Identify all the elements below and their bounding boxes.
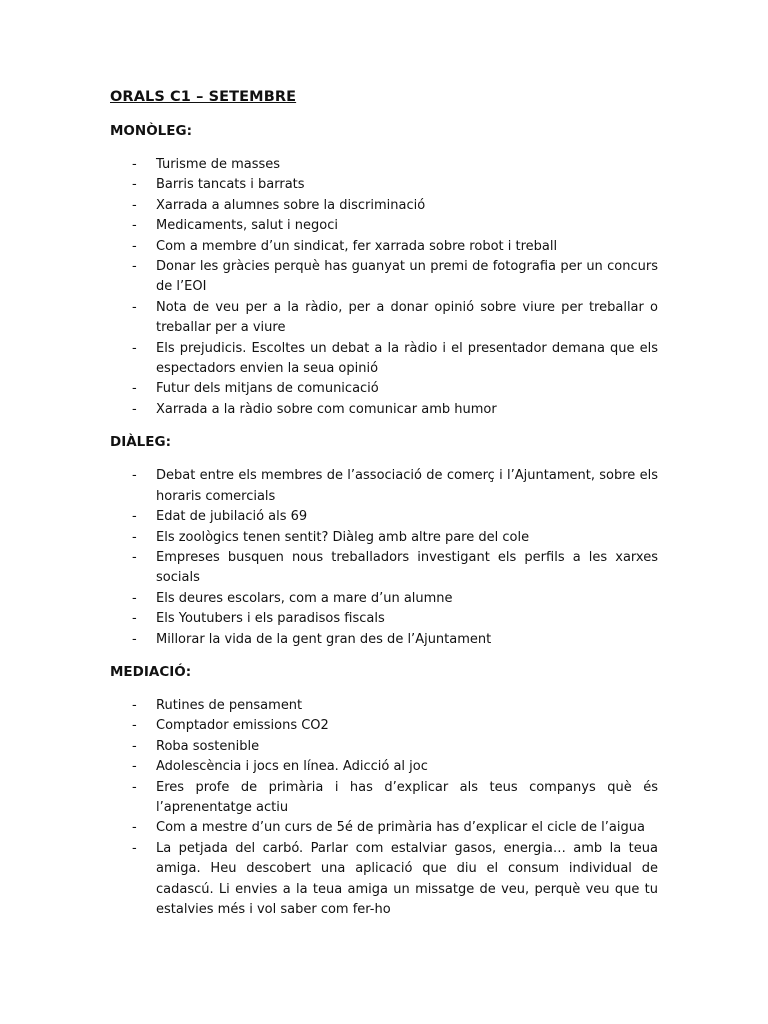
list-dash: - — [132, 509, 137, 525]
list-item — [110, 155, 658, 175]
list-item-text: Com a membre d’un sindicat, fer xarrada sobre robot i treball — [156, 238, 558, 254]
section-heading-monoleg: MONÒLEG: — [110, 123, 192, 139]
list-dash: - — [132, 718, 137, 734]
list-dash: - — [132, 299, 137, 315]
list-item — [110, 818, 658, 838]
list-item — [110, 339, 658, 380]
section-heading-mediacio: MEDIACIÓ: — [110, 663, 192, 680]
list-item — [110, 609, 658, 629]
list-dash: - — [132, 738, 137, 754]
list-item — [110, 716, 658, 736]
list-item-text: Eres profe de primària i has d’explicar als teus companys què és l’aprenentatge actiu — [156, 779, 658, 815]
section-heading-dialeg: DIÀLEG: — [110, 434, 171, 451]
list-dash: - — [132, 197, 137, 213]
list-dash: - — [132, 590, 137, 606]
document-page — [110, 86, 658, 920]
list-item-text: Com a mestre d’un curs de 5é de primària has d’explicar el cicle de l’aigua — [156, 820, 645, 836]
list-dash: - — [132, 840, 137, 856]
list-item — [110, 466, 658, 507]
list-item-text: Els Youtubers i els paradisos fiscals — [156, 611, 385, 627]
list-item-text: Xarrada a la ràdio sobre com comunicar amb humor — [156, 401, 497, 417]
list-dash: - — [132, 820, 137, 836]
list-item — [110, 237, 658, 257]
list-item — [110, 757, 658, 777]
list-item — [110, 548, 658, 589]
document-title: ORALS C1 – SETEMBRE — [110, 89, 297, 105]
list-dash: - — [132, 549, 137, 565]
list-item-text: Comptador emissions CO2 — [156, 718, 329, 734]
list-item-text: Empreses busquen nous treballadors investigant els perfils a les xarxes socials — [156, 549, 658, 586]
list-item-text: Nota de veu per a la ràdio, per a donar opinió sobre viure per treballar o treballar per a viure — [156, 299, 658, 336]
list-dash: - — [132, 529, 137, 545]
dialeg-list — [110, 466, 658, 650]
list-dash: - — [132, 218, 137, 234]
list-item — [110, 175, 658, 195]
list-dash: - — [132, 177, 137, 193]
list-dash: - — [132, 631, 137, 647]
list-item-text: Donar les gràcies perquè has guanyat un premi de fotografia per un concurs de l’EOI — [156, 259, 658, 295]
list-item-text: Roba sostenible — [156, 738, 260, 754]
list-item-text: Els prejudicis. Escoltes un debat a la ràdio i el presentador demana que els espectadors envien la seua opinió — [156, 340, 658, 377]
list-item-text: Els deures escolars, com a mare d’un alumne — [156, 590, 453, 606]
list-item-text: Adolescència i jocs en línea. Adicció al joc — [156, 759, 428, 775]
list-item — [110, 696, 658, 716]
list-dash: - — [132, 401, 137, 417]
list-item-text: Rutines de pensament — [156, 697, 303, 713]
list-item — [110, 737, 658, 757]
list-item-text: Millorar la vida de la gent gran des de l’Ajuntament — [156, 631, 492, 647]
list-item-text: La petjada del carbó. Parlar com estalviar gasos, energia… amb la teua amiga. Heu descobert una aplicació que diu el consum individual de cadascú. Li envies a la teua amiga un missatge de veu, perquè veu que tu estalvies més i vol saber com fer-ho — [156, 840, 658, 917]
list-item — [110, 298, 658, 339]
list-item — [110, 630, 658, 650]
list-dash: - — [132, 697, 137, 713]
list-dash: - — [132, 340, 137, 356]
list-item — [110, 257, 658, 298]
list-dash: - — [132, 381, 137, 397]
list-item — [110, 528, 658, 548]
list-item — [110, 379, 658, 399]
list-item — [110, 589, 658, 609]
list-item — [110, 216, 658, 236]
list-item-text: Edat de jubilació als 69 — [156, 509, 308, 525]
list-item — [110, 839, 658, 921]
list-dash: - — [132, 779, 137, 795]
list-item — [110, 778, 658, 819]
list-item-text: Els zoològics tenen sentit? Diàleg amb altre pare del cole — [156, 529, 530, 545]
mediacio-list — [110, 696, 658, 920]
list-item — [110, 400, 658, 420]
list-item-text: Turisme de masses — [156, 157, 281, 172]
list-item — [110, 507, 658, 527]
list-dash: - — [132, 259, 137, 275]
list-dash: - — [132, 468, 137, 484]
list-item-text: Debat entre els membres de l’associació de comerç i l’Ajuntament, sobre els horaris comercials — [156, 468, 658, 504]
list-item-text: Futur dels mitjans de comunicació — [156, 381, 379, 397]
list-dash: - — [132, 611, 137, 627]
list-item-text: Xarrada a alumnes sobre la discriminació — [156, 197, 426, 213]
list-item-text: Medicaments, salut i negoci — [156, 218, 338, 234]
list-dash: - — [132, 238, 137, 254]
monoleg-list — [110, 155, 658, 420]
list-dash: - — [132, 759, 137, 775]
list-dash: - — [132, 157, 137, 172]
list-item-text: Barris tancats i barrats — [156, 177, 305, 193]
list-item — [110, 196, 658, 216]
